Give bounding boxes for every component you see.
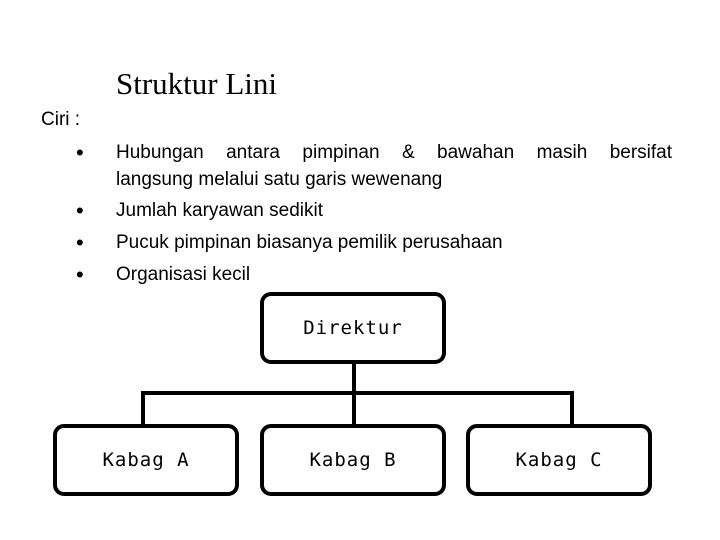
org-box-label: Kabag C [515,449,603,471]
connector-horizontal [141,391,574,395]
bullet-text: Organisasi kecil [116,264,251,285]
connector-drop-c [570,391,574,425]
org-box-label: Kabag A [102,449,190,471]
connector-vertical-top [352,362,356,394]
org-box-kabag-b [260,424,446,496]
org-box-kabag-c [466,424,652,496]
connector-drop-a [141,391,145,425]
bullet-text: Pucuk pimpinan biasanya pemilik perusahaan [116,232,503,253]
ciri-label: Ciri : [41,109,81,130]
bullet-icon: • [76,230,84,255]
bullet-text: Jumlah karyawan sedikit [116,200,323,221]
slide-title: Struktur Lini [116,66,278,101]
bullet-icon: • [76,262,84,287]
bullet-icon: • [76,198,84,223]
bullet-text-continuation: langsung melalui satu garis wewenang [116,169,443,190]
org-box-label: Direktur [303,317,403,339]
connector-drop-b [352,391,356,425]
bullet-text: Hubungan antara pimpinan & bawahan masih bersifat [116,142,672,163]
org-box-direktur [260,292,446,364]
bullet-icon: • [76,140,84,165]
org-box-label: Kabag B [309,449,397,471]
org-box-kabag-a [53,424,239,496]
